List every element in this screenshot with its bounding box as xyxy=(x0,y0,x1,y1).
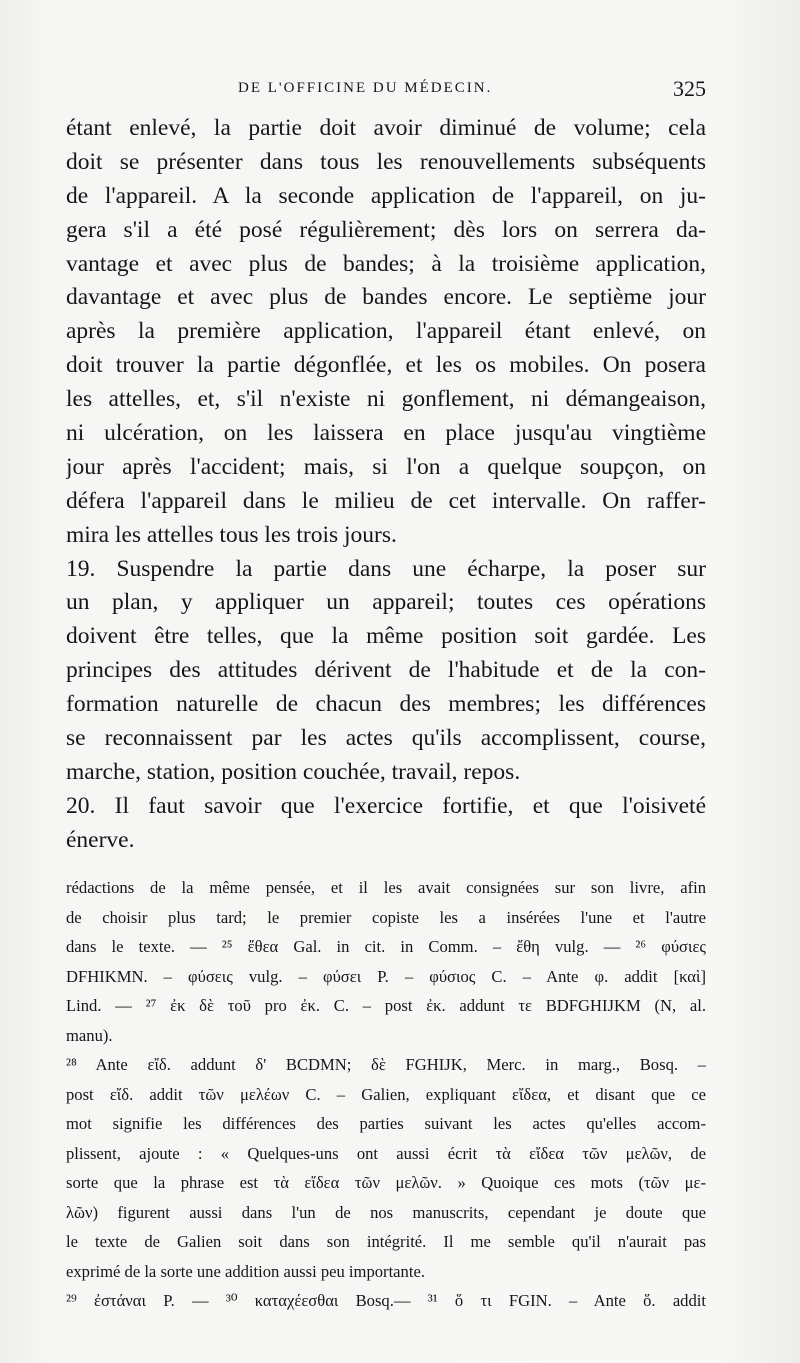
page-number: 325 xyxy=(673,76,706,101)
text-line: vantage et avec plus de bandes; à la troisième application, xyxy=(66,250,706,277)
text-line: défera l'appareil dans le milieu de cet intervalle. On raffer- xyxy=(66,487,706,514)
footnote-line: Lind. — ²⁷ ἐκ δὲ τοῦ pro ἐκ. C. – post ἐκ. addunt τε BDFGHIJKM (N, al. xyxy=(66,996,706,1015)
text-line: doivent être telles, que la même position soit gardée. Les xyxy=(66,623,706,650)
text-line: de l'appareil. A la seconde application de l'appareil, on ju- xyxy=(66,182,706,209)
text-line: se reconnaissent par les actes qu'ils accomplissent, course, xyxy=(66,725,706,752)
page-header xyxy=(66,76,706,104)
footnote-line: le texte de Galien soit dans son intégrité. Il me semble qu'il n'aurait pas xyxy=(66,1232,706,1251)
text-line: gera s'il a été posé régulièrement; dès lors on serrera da- xyxy=(66,216,706,243)
text-line: davantage et avec plus de bandes encore. Le septième jour xyxy=(66,284,706,311)
text-line: principes des attitudes dérivent de l'habitude et de la con- xyxy=(66,657,706,684)
text-line: ni ulcération, on les laissera en place jusqu'au vingtième xyxy=(66,420,706,447)
text-line: un plan, y appliquer un appareil; toutes ces opérations xyxy=(66,589,706,616)
footnote-line: ²⁸ Ante εἴδ. addunt δ' BCDMN; δὲ FGHIJK, Merc. in marg., Bosq. – xyxy=(66,1055,706,1074)
footnote-line: sorte que la phrase est τὰ εἴδεα τῶν μελῶν. » Quoique ces mots (τῶν με- xyxy=(66,1173,706,1192)
footnote-line: plissent, ajoute : « Quelques-uns ont aussi écrit τὰ εἴδεα τῶν μελῶν, de xyxy=(66,1143,706,1163)
paragraph-20-line: 20. Il faut savoir que l'exercice fortifie, et que l'oisiveté xyxy=(66,792,706,819)
footnote-line: manu). xyxy=(66,1025,113,1045)
footnote-line: mot signifie les différences des parties suivant les actes qu'elles accom- xyxy=(66,1114,706,1133)
text-line: étant enlevé, la partie doit avoir diminué de volume; cela xyxy=(66,115,706,141)
text-line: doit se présenter dans tous les renouvellements subséquents xyxy=(66,148,706,175)
footnote-line: DFHIKMN. – φύσεις vulg. – φύσει P. – φύσιος C. – Ante φ. addit [καὶ] xyxy=(66,966,706,986)
footnote-line: dans le texte. — ²⁵ ἔθεα Gal. in cit. in Comm. – ἔθη vulg. — ²⁶ φύσιες xyxy=(66,937,706,956)
footnote-line: λῶν) figurent aussi dans l'un de nos manuscrits, cependant je doute que xyxy=(66,1202,706,1222)
footnotes xyxy=(66,873,706,1316)
text-line: les attelles, et, s'il n'existe ni gonflement, ni démangeaison, xyxy=(66,386,706,413)
text-line: formation naturelle de chacun des membres; les différences xyxy=(66,691,706,718)
footnote-line: post εἴδ. addit τῶν μελέων C. – Galien, expliquant εἴδεα, et disant que ce xyxy=(66,1084,706,1104)
footnote-line: exprimé de la sorte une addition aussi peu importante. xyxy=(66,1261,425,1281)
text-line: mira les attelles tous les trois jours. xyxy=(66,521,397,548)
main-text xyxy=(66,112,706,858)
text-line: marche, station, position couchée, travail, repos. xyxy=(66,758,521,785)
running-head: DE L'OFFICINE DU MÉDECIN. xyxy=(238,80,493,96)
footnote-line: ²⁹ ἐστάναι P. — ³⁰ καταχέεσθαι Bosq.— ³¹ ὅ τι FGIN. – Ante ὅ. addit xyxy=(66,1291,706,1310)
text-line: après la première application, l'appareil étant enlevé, on xyxy=(66,318,706,345)
footnote-line: rédactions de la même pensée, et il les avait consignées sur son livre, afin xyxy=(66,878,706,897)
text-line: énerve. xyxy=(66,826,135,853)
text-line: jour après l'accident; mais, si l'on a quelque soupçon, on xyxy=(66,453,706,480)
text-line: doit trouver la partie dégonflée, et les os mobiles. On posera xyxy=(66,352,706,379)
footnote-line: de choisir plus tard; le premier copiste les a insérées l'une et l'autre xyxy=(66,907,706,927)
paragraph-19-line: 19. Suspendre la partie dans une écharpe, la poser sur xyxy=(66,555,706,582)
